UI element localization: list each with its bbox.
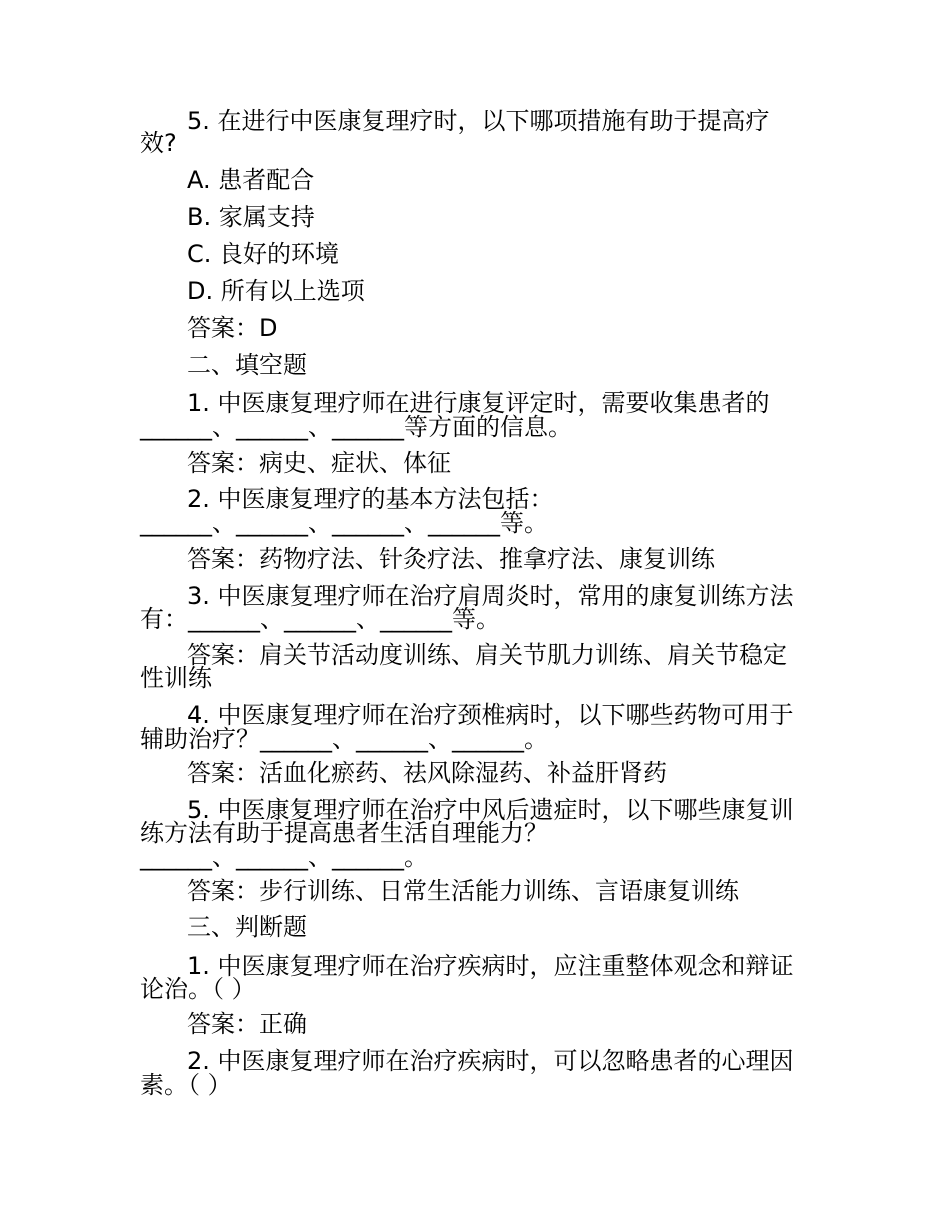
- question-text: 练方法有助于提高患者生活自理能力？: [140, 819, 548, 847]
- question-text: ______、______、______等方面的信息。: [140, 413, 572, 441]
- question-text: ______、______、______、______等。: [140, 509, 548, 537]
- question-text: 5. 中医康复理疗师在治疗中风后遗症时，以下哪些康复训: [187, 796, 794, 824]
- answer-text: 答案：活血化瘀药、祛风除湿药、补益肝肾药: [187, 759, 667, 787]
- question-text: ______、______、______。: [140, 843, 428, 871]
- option-a: A. 患者配合: [187, 166, 315, 194]
- question-text: 2. 中医康复理疗师在治疗疾病时，可以忽略患者的心理因: [187, 1047, 794, 1075]
- question-text: 1. 中医康复理疗师在治疗疾病时，应注重整体观念和辩证: [187, 952, 794, 980]
- answer-text: 答案：病史、症状、体征: [187, 449, 451, 477]
- section-heading: 三、判断题: [187, 913, 307, 941]
- answer-text: 答案：步行训练、日常生活能力训练、言语康复训练: [187, 877, 739, 905]
- answer-text: 答案：药物疗法、针灸疗法、推拿疗法、康复训练: [187, 545, 715, 573]
- question-text: 1. 中医康复理疗师在进行康复评定时，需要收集患者的: [187, 389, 770, 417]
- question-text: 5. 在进行中医康复理疗时，以下哪项措施有助于提高疗: [187, 107, 770, 135]
- option-c: C. 良好的环境: [187, 240, 340, 268]
- question-text: 辅助治疗？______、______、______。: [140, 725, 548, 753]
- question-text: 论治。（ ）: [140, 975, 256, 1003]
- question-text: 4. 中医康复理疗师在治疗颈椎病时，以下哪些药物可用于: [187, 701, 794, 729]
- question-text: 3. 中医康复理疗师在治疗肩周炎时，常用的康复训练方法: [187, 582, 794, 610]
- question-text: 2. 中医康复理疗的基本方法包括：: [187, 485, 554, 513]
- answer-text: 性训练: [140, 664, 212, 692]
- answer-text: 答案：正确: [187, 1010, 307, 1038]
- question-text: 效?: [140, 129, 177, 157]
- question-text: 有：______、______、______等。: [140, 605, 500, 633]
- option-b: B. 家属支持: [187, 203, 315, 231]
- section-heading: 二、填空题: [187, 351, 307, 379]
- answer-text: 答案：肩关节活动度训练、肩关节肌力训练、肩关节稳定: [187, 641, 787, 669]
- option-d: D. 所有以上选项: [187, 277, 365, 305]
- question-text: 素。（ ）: [140, 1071, 232, 1099]
- answer-text: 答案：D: [187, 314, 278, 342]
